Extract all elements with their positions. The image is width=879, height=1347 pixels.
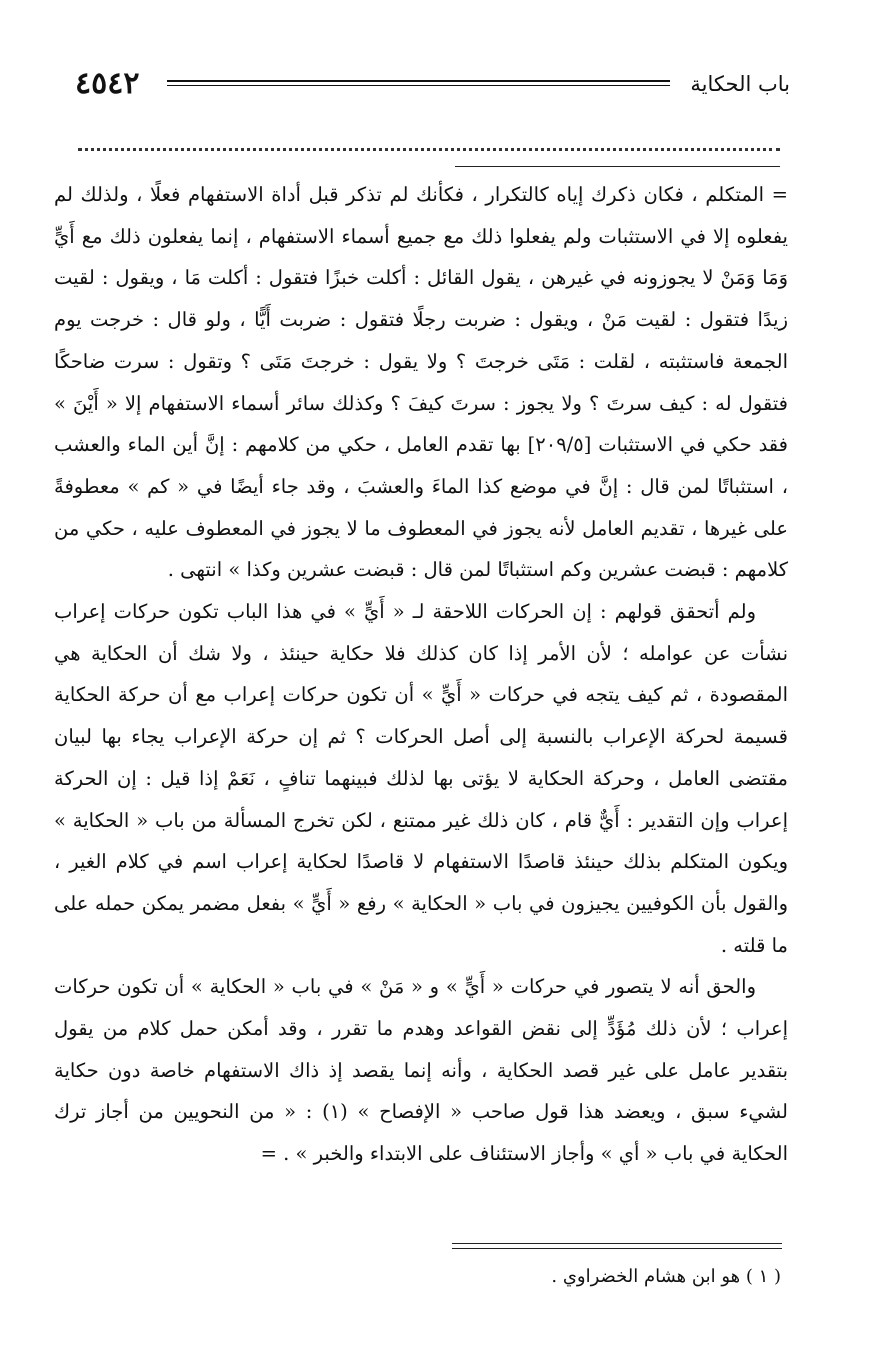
footnote-rule: [452, 1243, 782, 1249]
main-text: [54, 174, 788, 1175]
running-title: باب الحكاية: [690, 72, 790, 96]
dotted-separator: [78, 148, 780, 151]
footnote: ( ١ ) هو ابن هشام الخضراوي .: [551, 1266, 781, 1287]
paragraph-3: والحق أنه لا يتصور في حركات « أَيٍّ » و « مَنْ » في باب « الحكاية » أن تكون حركات إعراب ؛ لأن ذلك مُؤَدٍّ إلى نقض القواعد وهدم ما تقرر ، وقد أمكن حمل كلام من يقول بتقدير عامل على غير قصد الحكاية ، وأنه إنما يقصد إذ ذاك الاستفهام خاصة دون حكاية لشيء سبق ، ويعضد هذا قول صاحب « الإفصاح » (١) : « من النحويين من أجاز ترك الحكاية في باب « أي » وأجاز الاستئناف على الابتداء والخبر » . =: [54, 975, 788, 1166]
paragraph-1: = المتكلم ، فكان ذكرك إياه كالتكرار ، فكأنك لم تذكر قبل أداة الاستفهام فعلًا ، ولذلك لم يفعلوه إلا في الاستثبات ولم يفعلوا ذلك مع جميع أسماء الاستفهام ، إنما يفعلون ذلك مع أَيٍّ وَمَا وَمَنْ لا يجوزونه في غيرهن ، يقول القائل : أكلت خبزًا فتقول : أكلت مَا ، ويقول : لقيت زيدًا فتقول : لقيت مَنْ ، ويقول : ضربت رجلًا فتقول : ضربت أَيًّا ، ولو قال : خرجت يوم الجمعة فاستثبته ، لقلت : مَتَى خرجتَ ؟ ولا يقول : خرجتَ مَتَى ؟ وتقول : سرت ضاحكًا فتقول له : كيف سرتَ ؟ ولا يجوز : سرتَ كيفَ ؟ وكذلك سائر أسماء الاستفهام إلا « أَيْنَ » فقد حكي في الاستثبات [٢٠٩/٥] بها تقدم العامل ، حكي من كلامهم : إنَّ أين الماء والعشب ، استثباتًا لمن قال : إنَّ في موضع كذا الماءَ والعشبَ ، وقد جاء أيضًا في « كم » معطوفةً على غيرها ، تقديم العامل لأنه يجوز في المعطوف ما لا يجوز في المعطوف عليه ، حكي من كلامهم : قبضت عشرين وكم استثباتًا لمن قال : قبضت عشرين وكذا » انتهى .: [54, 183, 788, 582]
continuation-rule: [455, 166, 780, 167]
paragraph-2: ولم أتحقق قولهم : إن الحركات اللاحقة لـ « أَيٍّ » في هذا الباب تكون حركات إعراب نشأت عن عوامله ؛ لأن الأمر إذا كان كذلك فلا حكاية حينئذ ، ولا شك أن الحكاية هي المقصودة ، ثم كيف يتجه في حركات « أَيٍّ » أن تكون حركات إعراب مع أن حركة الحكاية قسيمة لحركة الإعراب بالنسبة إلى أصل الحركات ؟ ثم إن حركة الإعراب يجاء بها لبيان مقتضى العامل ، وحركة الحكاية لا يؤتى بها لذلك فبينهما تنافٍ ، نَعَمْ إذا قيل : إن الحركة إعراب وإن التقدير : أَيٌّ قام ، كان ذلك غير ممتنع ، لكن تخرج المسألة من باب « الحكاية » ويكون المتكلم بذلك حينئذ قاصدًا الاستفهام لا قاصدًا لحكاية إعراب اسم في كلام الغير ، والقول بأن الكوفيين يجيزون في باب « الحكاية » رفع « أَيٍّ » بفعل مضمر يمكن حمله على ما قلته .: [54, 600, 788, 957]
page-header: [75, 62, 790, 106]
header-rule: [167, 80, 670, 86]
page-number: ٤٥٤٢: [75, 66, 140, 101]
